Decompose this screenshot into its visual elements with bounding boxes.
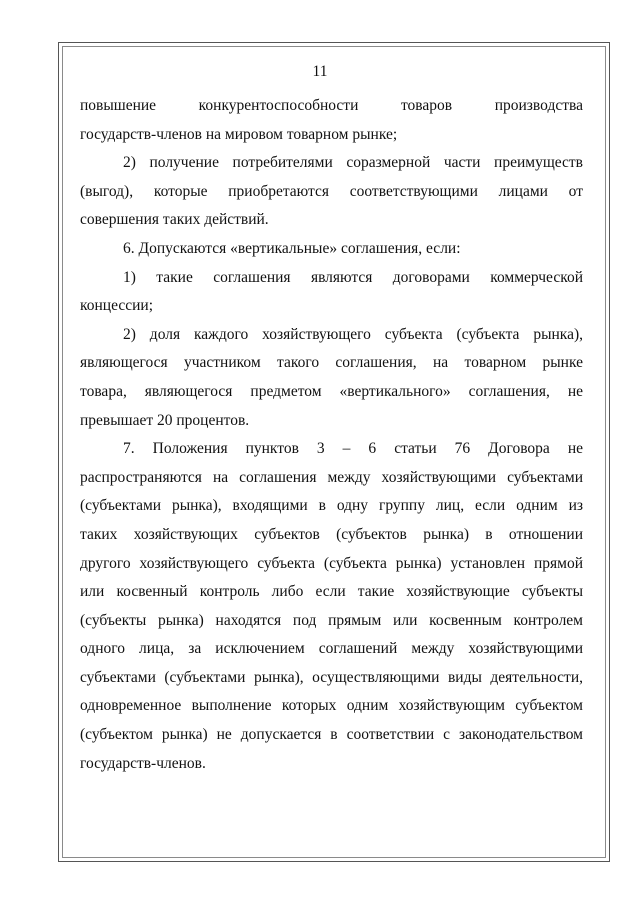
paragraph [80, 149, 583, 235]
paragraph [80, 321, 583, 435]
text-line: превышает 20 процентов. [80, 411, 250, 429]
paragraph [80, 92, 583, 149]
text-line: государств-членов. [80, 754, 206, 772]
text-line: 7. Положения пунктов 3 – 6 статьи 76 Договора не [123, 440, 583, 458]
text-line: совершения таких действий. [80, 211, 269, 229]
text-line: 6. Допускаются «вертикальные» соглашения, если: [123, 239, 461, 257]
paragraph [80, 435, 583, 778]
text-line: 1) такие соглашения являются договорами коммерческой [123, 268, 583, 286]
text-line: одного лица, за исключением соглашений между хозяйствующими [80, 640, 583, 658]
text-line: субъектами (субъектами рынка), осуществляющими виды деятельности, [80, 668, 583, 686]
paragraph [80, 235, 583, 264]
text-line: повышение конкурентоспособности товаров производства [80, 97, 583, 114]
text-line: другого хозяйствующего субъекта (субъекта рынка) установлен прямой [80, 554, 583, 572]
text-line: одновременное выполнение которых одним хозяйствующим субъектом [80, 697, 583, 715]
text-line: товара, являющегося предметом «вертикального» соглашения, не [80, 382, 583, 400]
text-line: (субъектами рынка), входящими в одну группу лиц, если одним из [80, 497, 583, 515]
text-line: (субъекты рынка) находятся под прямым или косвенным контролем [80, 611, 583, 629]
text-line: распространяются на соглашения между хозяйствующими субъектами [80, 468, 583, 486]
text-line: государств-членов на мировом товарном рынке; [80, 125, 398, 143]
text-line: концессии; [80, 297, 154, 315]
text-line: таких хозяйствующих субъектов (субъектов рынка) в отношении [80, 525, 583, 543]
text-line: являющегося участником такого соглашения, на товарном рынке [80, 354, 583, 372]
text-line: (выгод), которые приобретаются соответствующими лицами от [80, 182, 583, 200]
text-line: или косвенный контроль либо если такие хозяйствующие субъекты [80, 583, 583, 601]
text-line: (субъектом рынка) не допускается в соответствии с законодательством [80, 726, 583, 744]
page-number: 11 [312, 63, 328, 80]
text-line: 2) получение потребителями соразмерной части преимуществ [123, 154, 583, 172]
paragraph [80, 264, 583, 321]
document-body [80, 92, 583, 778]
text-line: 2) доля каждого хозяйствующего субъекта (субъекта рынка), [123, 325, 583, 343]
